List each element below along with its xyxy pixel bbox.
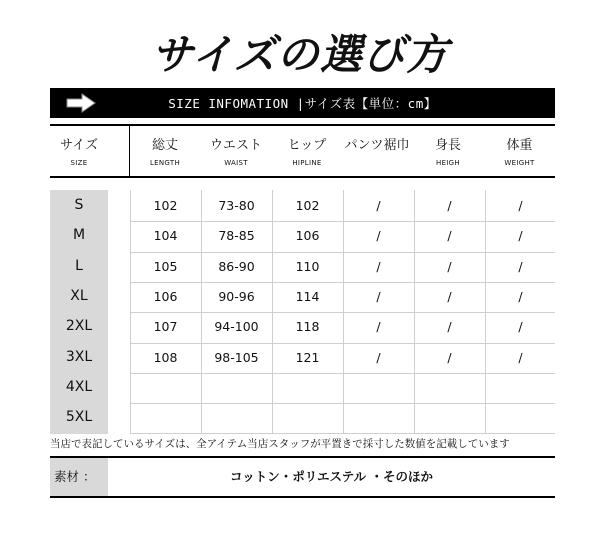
material-bottom-rule — [50, 496, 555, 498]
table-cell — [414, 374, 485, 402]
table-cell: / — [518, 288, 523, 304]
column-divider — [130, 190, 131, 434]
column-divider — [485, 190, 486, 434]
table-cell — [343, 374, 414, 402]
header-label: 体重 — [506, 138, 533, 153]
header-label: ウエスト — [209, 138, 262, 153]
table-cell: 102 — [295, 198, 320, 213]
size-label: 2XL — [65, 318, 93, 335]
header-cell — [342, 126, 412, 176]
table-header — [50, 126, 555, 176]
header-cell — [484, 126, 555, 176]
size-label: 3XL — [65, 348, 93, 365]
table-cell: / — [447, 258, 452, 274]
measurement-note: 当店で表記しているサイズは、全アイテム当店スタッフが平置きで採寸した数値を記載しています — [50, 438, 510, 450]
header-divider — [129, 126, 130, 178]
table-cell: / — [518, 349, 523, 365]
header-sublabel: HIPLINE — [292, 159, 322, 167]
header-bottom-rule — [50, 176, 555, 178]
table-cell: / — [447, 228, 452, 244]
table-cell: 106 — [295, 228, 320, 244]
table-cell: / — [447, 288, 452, 304]
material-value: コットン・ポリエステル ・そのほか — [230, 469, 433, 484]
header-sublabel: WEIGHT — [504, 159, 535, 167]
header-cell — [412, 126, 484, 176]
column-divider — [201, 190, 202, 434]
table-cell: 94-100 — [214, 319, 259, 335]
size-label: L — [75, 257, 83, 274]
table-cell: / — [376, 258, 381, 274]
size-info-banner — [50, 88, 555, 118]
table-cell: 78-85 — [218, 228, 255, 244]
table-cell — [130, 404, 201, 432]
table-cell: / — [376, 288, 381, 304]
size-label: 5XL — [65, 409, 93, 426]
table-cell — [343, 404, 414, 432]
header-cell — [130, 126, 200, 176]
table-cell — [130, 374, 201, 402]
material-row — [50, 458, 555, 496]
size-label: M — [72, 227, 86, 244]
table-cell: / — [447, 319, 452, 335]
column-divider — [272, 190, 273, 434]
header-label: 総丈 — [151, 138, 178, 153]
banner-text: SIZE INFOMATION |サイズ表【単位：cm】 — [168, 96, 437, 111]
table-cell: 108 — [153, 349, 178, 365]
table-cell: / — [376, 319, 381, 335]
column-divider — [343, 190, 344, 434]
table-cell: 118 — [295, 319, 320, 335]
table-cell: / — [376, 349, 381, 365]
header-cell — [200, 126, 272, 176]
size-label: XL — [70, 287, 88, 304]
table-cell — [414, 404, 485, 432]
table-cell: 90-96 — [218, 288, 255, 304]
table-cell: 107 — [153, 319, 178, 335]
size-label: 4XL — [65, 378, 93, 395]
table-cell: / — [447, 349, 452, 365]
table-cell: / — [518, 228, 523, 244]
header-cell — [272, 126, 342, 176]
header-sublabel: LENGTH — [149, 159, 181, 167]
table-cell: 73-80 — [218, 198, 255, 213]
header-label: サイズ — [60, 138, 98, 153]
table-cell: / — [376, 228, 381, 244]
header-sublabel: WAIST — [224, 159, 248, 167]
header-cell — [50, 126, 108, 176]
table-cell — [485, 374, 556, 402]
table-cell: / — [518, 319, 523, 335]
table-cell: 114 — [295, 288, 320, 304]
table-cell: / — [376, 198, 381, 213]
table-cell — [485, 404, 556, 432]
header-label: パンツ裾巾 — [344, 138, 410, 153]
table-cell: 102 — [153, 198, 178, 213]
table-cell — [201, 404, 272, 432]
header-sublabel: SIZE — [70, 159, 88, 167]
table-cell: 98-105 — [214, 349, 259, 365]
table-cell — [201, 374, 272, 402]
table-cell — [272, 374, 343, 402]
table-cell: 110 — [295, 258, 320, 274]
header-label: 身長 — [434, 138, 461, 153]
table-cell: 86-90 — [218, 258, 255, 274]
table-cell: 104 — [153, 228, 178, 244]
table-cell: 105 — [153, 258, 178, 274]
header-label: ヒップ — [287, 138, 327, 153]
table-cell — [272, 404, 343, 432]
table-cell: 121 — [295, 349, 320, 365]
header-sublabel: HEIGH — [436, 159, 460, 167]
column-divider — [414, 190, 415, 434]
table-cell: / — [518, 198, 523, 213]
page-title: サイズの選び方 — [151, 30, 449, 79]
table-cell: / — [447, 198, 452, 213]
material-label: 素材 ： — [50, 458, 108, 496]
table-cell: 106 — [153, 288, 178, 304]
size-label: S — [74, 197, 84, 213]
table-cell: / — [518, 258, 523, 274]
